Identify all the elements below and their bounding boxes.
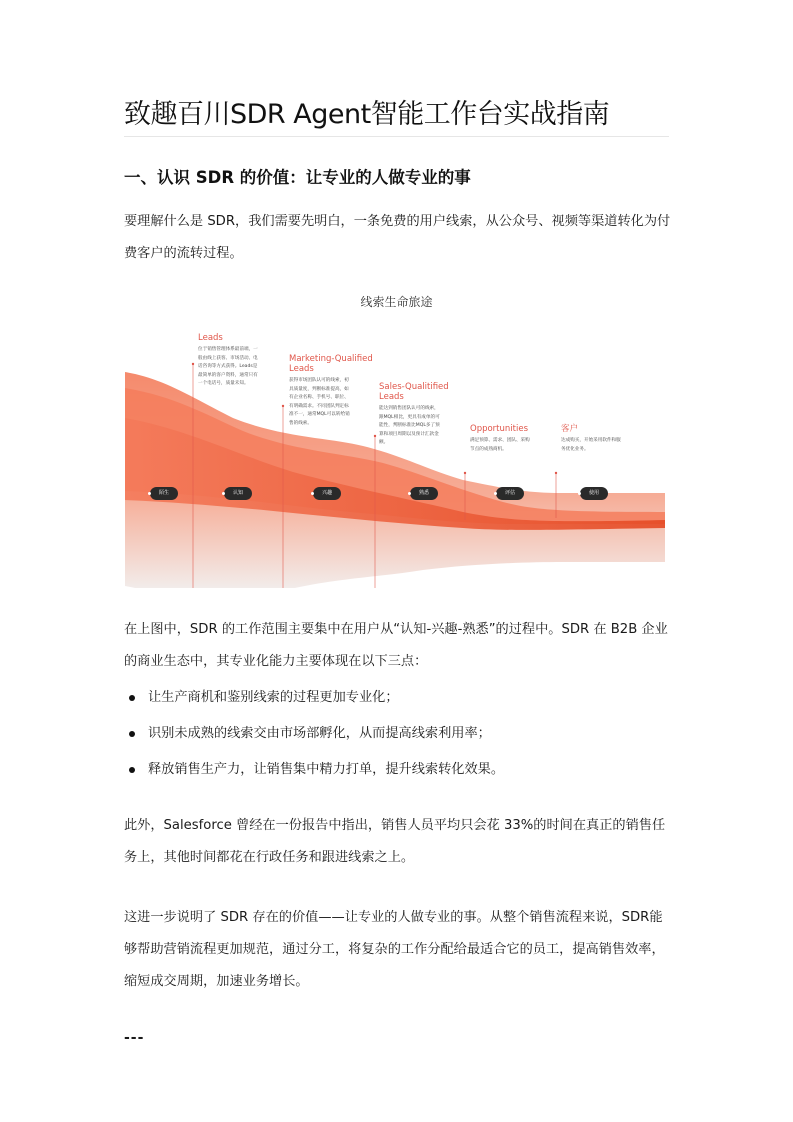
scope-paragraph: 在上图中，SDR 的工作范围主要集中在用户从“认知-兴趣-熟悉”的过程中。SDR 在 B2B 企业的商业生态中，其专业化能力主要体现在以下三点： — [124, 622, 668, 669]
annotation-desc: 达成购买，开始采用软件和服务优化业务。 — [561, 438, 621, 452]
lead-journey-diagram — [123, 288, 670, 588]
annotation-sql — [379, 382, 449, 448]
stage-dot-4 — [464, 472, 466, 474]
page-title: 致趣百川SDR Agent智能工作台实战指南 — [124, 99, 610, 130]
list-item-text: 识别未成熟的线索交由市场部孵化，从而提高线索利用率； — [148, 726, 491, 741]
list-item-text: 释放销售生产力，让销售集中精力打单，提升线索转化效果。 — [148, 762, 505, 777]
annotation-title: Leads — [198, 333, 223, 343]
stage-dot-3 — [374, 435, 376, 437]
title-divider — [124, 136, 669, 137]
bullet-icon — [129, 695, 135, 701]
annotation-desc: 获得市场团队认可的线索，初具质量度，判断标准提高，如有企业名称、手机号、职位、有明确需求。不同团队判定标准不一，通常MQL可以转给销售的线索。 — [289, 378, 350, 426]
annotation-desc: 满足预算、需求、团队、采购节点的成熟商机。 — [470, 438, 530, 452]
section-heading: 一、认识 SDR 的价值：让专业的人做专业的事 — [124, 168, 471, 187]
annotation-title: Opportunities — [470, 424, 528, 434]
stage-pill-stranger: 陌生 — [150, 487, 178, 500]
list-item — [124, 716, 672, 752]
stage-pill-evaluate: 评估 — [496, 487, 524, 500]
salesforce-paragraph: 此外，Salesforce 曾经在一份报告中指出，销售人员平均只会花 33%的时间在真正的销售任务上，其他时间都花在行政任务和跟进线索之上。 — [124, 818, 666, 865]
intro-paragraph: 要理解什么是 SDR，我们需要先明白，一条免费的用户线索，从公众号、视频等渠道转化为付费客户的流转过程。 — [124, 214, 671, 261]
annotation-desc: 能达到销售团队认可的线索，跟MQL相比，更具有成单的可能性，判断标准比MQL多了预算和项目周期以及预计汇款金额。 — [379, 406, 440, 446]
stage-pill-use: 使用 — [580, 487, 608, 500]
stage-dot-5 — [555, 472, 557, 474]
stage-pill-awareness: 认知 — [224, 487, 252, 500]
annotation-title: Marketing-Qualified Leads — [289, 354, 373, 374]
separator: --- — [124, 1030, 145, 1046]
bullet-icon — [129, 731, 135, 737]
bullet-icon — [129, 767, 135, 773]
annotation-customer — [561, 424, 623, 454]
annotation-title: 客户 — [561, 424, 579, 434]
diagram-title: 线索生命旅途 — [360, 295, 433, 309]
value-list — [124, 680, 672, 788]
stage-dot-1 — [192, 363, 194, 365]
value-paragraph: 这进一步说明了 SDR 存在的价值——让专业的人做专业的事。从整个销售流程来说，SDR能够帮助营销流程更加规范，通过分工，将复杂的工作分配给最适合它的员工，提高销售效率，缩短成交周期，加速业务增长。 — [124, 910, 665, 989]
list-item — [124, 680, 672, 716]
annotation-desc: 位于销售管理体系最前端，一般由线上获客、市场活动、电话咨询等方式获得。Leads是最简单的客户资料，通常只有一个电话号，质量未知。 — [198, 347, 258, 387]
list-item — [124, 752, 672, 788]
annotation-title: Sales-Qualitified Leads — [379, 382, 449, 402]
annotation-leads — [198, 333, 260, 389]
list-item-text: 让生产商机和鉴别线索的过程更加专业化； — [148, 690, 399, 705]
annotation-opportunities — [470, 424, 532, 454]
stage-pill-familiar: 熟悉 — [410, 487, 438, 500]
stage-dot-2 — [282, 405, 284, 407]
stage-pill-interest: 兴趣 — [313, 487, 341, 500]
annotation-mql — [289, 354, 374, 429]
